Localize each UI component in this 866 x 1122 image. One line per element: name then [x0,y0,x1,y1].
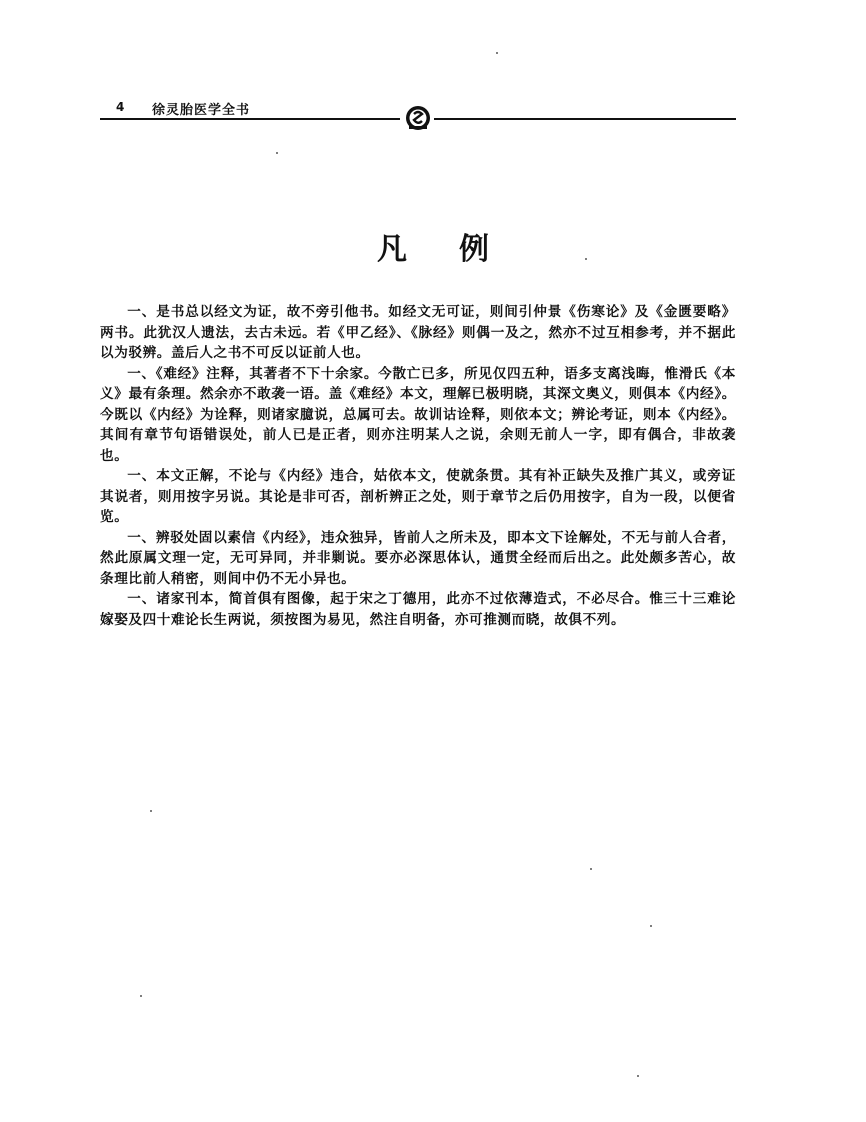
body-text [100,302,736,630]
header-rule-right [434,118,736,120]
paragraph: 一、本文正解，不论与《内经》违合，姑依本文，使就条贯。其有补正缺失及推广其义，或旁证其说者，则用按字另说。其论是非可否，剖析辨正之处，则于章节之后仍用按字，自为一段，以便省览。 [100,468,736,525]
circular-seal-icon [404,104,432,132]
chapter-title: 凡例 [377,232,541,267]
book-title: 徐灵胎医学全书 [152,103,251,118]
paragraph: 一、是书总以经文为证，故不旁引他书。如经文无可证，则间引仲景《伤寒论》及《金匮要略》两书。此犹汉人遗法，去古未远。若《甲乙经》、《脉经》则偶一及之，然亦不过互相参考，并不据此以为驳辨。盖后人之书不可反以证前人也。 [100,304,736,361]
scan-speck [590,868,592,870]
header-rule-left [100,118,400,120]
scan-speck [585,258,587,260]
page-number: 4 [116,100,125,114]
paragraph: 一、诸家刊本，简首俱有图像，起于宋之丁德用，此亦不过依薄造式，不必尽合。惟三十三难论嫁娶及四十难论长生两说，须按图为易见，然注自明备，亦可推测而晓，故俱不列。 [100,591,736,628]
scan-speck [150,810,152,812]
paragraph: 一、《难经》注释，其著者不下十余家。今散亡已多，所见仅四五种，语多支离浅晦，惟滑氏《本义》最有条理。然余亦不敢袭一语。盖《难经》本文，理解已极明晓，其深文奥义，则俱本《内经》。今既以《内经》为诠释，则诸家臆说，总属可去。故训诂诠释，则依本文；辨论考证，则本《内经》。其间有章节句语错误处，前人已是正者，则亦注明某人之说，余则无前人一字，即有偶合，非故袭也。 [100,365,736,464]
scan-speck [276,152,278,154]
scan-speck [496,52,498,54]
scan-speck [140,995,142,997]
scan-speck [650,925,652,927]
scan-speck [637,1075,639,1077]
paragraph: 一、辨驳处固以素信《内经》，违众独异，皆前人之所未及，即本文下诠解处，不无与前人合者，然此原属文理一定，无可异同，并非剿说。要亦必深思体认，通贯全经而后出之。此处颇多苦心，故条理比前人稍密，则间中仍不无小异也。 [100,529,736,587]
running-header [100,96,736,130]
